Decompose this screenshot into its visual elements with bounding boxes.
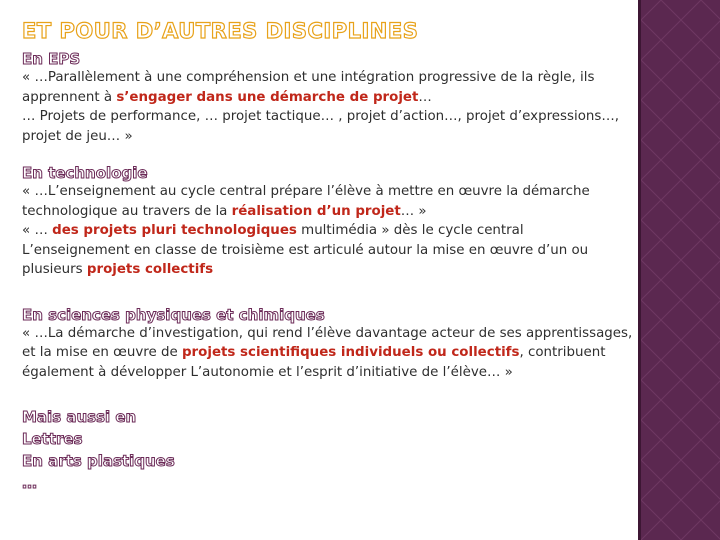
heading-sciences: En sciences physiques et chimiques: [22, 305, 325, 324]
slide-content: [22, 18, 637, 512]
eps-paragraph-2: … Projets de performance, … projet tactique… , projet d’action…, projet d’expressions…, projet de jeu… »: [22, 109, 620, 144]
decorative-side-panel: [641, 0, 720, 540]
techno-paragraph-3: [22, 241, 637, 280]
heading-mais-aussi: Mais aussi en: [22, 408, 137, 426]
techno-highlight-1: réalisation d’un projet: [231, 203, 401, 219]
heading-arts-plastiques: En arts plastiques: [22, 452, 175, 470]
sciences-text-1: « …La démarche d’investigation, qui rend l’élève davantage acteur de ses apprentissages, et la mise en œuvre de: [22, 325, 633, 360]
heading-technologie: En technologie: [22, 164, 148, 182]
techno-text-3: « …: [22, 223, 53, 238]
techno-text-2: … »: [400, 203, 427, 219]
heading-lettres: Lettres: [22, 430, 83, 448]
techno-text-5: L’enseignement en classe de troisième est articulé autour la mise en œuvre d’un ou plusieurs: [22, 242, 589, 277]
techno-highlight-3: projets collectifs: [86, 262, 214, 277]
sciences-paragraph-1: [22, 324, 637, 383]
section-sciences: [22, 306, 637, 383]
section-technologie: [22, 164, 637, 280]
ellipsis: …: [22, 474, 37, 492]
eps-highlight-1: s’engager dans une démarche de projet: [116, 89, 419, 105]
techno-highlight-2: des projets pluri technologiques: [52, 223, 297, 238]
sciences-text-2: , contribuent également à développer L’autonomie et l’esprit d’initiative de l’élève… »: [22, 345, 606, 380]
slide-title: ET POUR D’AUTRES DISCIPLINES: [22, 19, 419, 43]
techno-paragraph-1: [22, 182, 637, 221]
eps-text-2: …: [418, 89, 432, 105]
techno-text-1: « …L’enseignement au cycle central prépare l’élève à mettre en œuvre la démarche technologique au travers de la: [22, 184, 590, 219]
eps-text-1: « …Parallèlement à une compréhension et une intégration progressive de la règle, ils apprennent à: [22, 70, 595, 105]
section-others: [22, 406, 637, 494]
eps-paragraph-1: [22, 68, 637, 107]
heading-eps: En EPS: [22, 50, 81, 68]
section-eps: [22, 50, 637, 146]
techno-text-4: multimédia » dès le cycle central: [296, 223, 524, 238]
techno-paragraph-2: [22, 221, 637, 241]
sciences-highlight-1: projets scientifiques individuels ou collectifs: [181, 345, 520, 360]
diamond-pattern-icon: [641, 0, 720, 540]
